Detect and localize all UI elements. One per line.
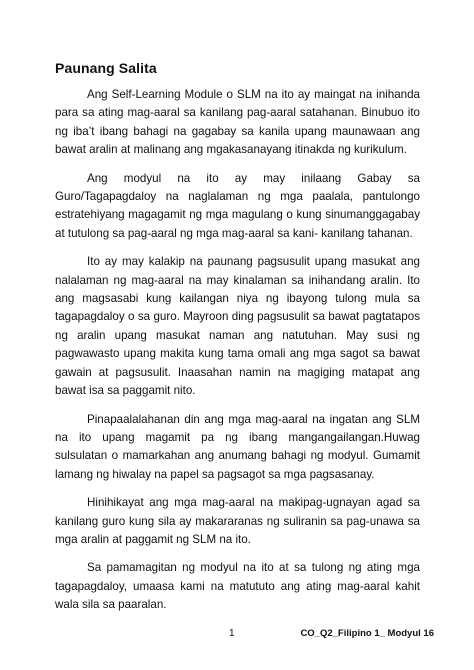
module-code: CO_Q2_Filipino 1_ Modyul 16	[300, 628, 434, 639]
paragraph: Sa pamamagitan ng modyul na ito at sa tulong ng ating mga tagapagdaloy, umaasa kami na matututo ang ating mag-aaral kahit wala sila sa paaralan.	[55, 561, 420, 612]
paragraph: Ang Self-Learning Module o SLM na ito ay maingat na inihanda para sa ating mag-aaral sa kanilang pag-aaral satahanan. Binubuo ito ng iba’t ibang bahagi na gagabay sa kanila upang maunawaan ang bawat aralin at malinang ang mgakasanayang itinakda ng kurikulum.	[55, 88, 420, 157]
paragraph: Ang modyul na ito ay may inilaang Gabay sa Guro/Tagapagdaloy na naglalaman ng mga paalala, pantulongo estratehiyang magagamit ng mga magulang o kung sinumanggagabay at tutulong sa pag-aaral ng mga mag-aaral sa kani- kanilang tahanan.	[55, 171, 420, 240]
page-number: 1	[229, 628, 235, 639]
paragraph: Pinapaalalahanan din ang mga mag-aaral na ingatan ang SLM na ito upang magamit pa ng ibang mangangailangan.Huwag sulsulatan o mamarkahan ang anumang bahagi ng modyul. Gumamit lamang ng hiwalay na papel sa pagsagot sa mga pagsasanay.	[55, 412, 420, 481]
document-body	[55, 86, 420, 625]
page-title: Paunang Salita	[55, 60, 157, 76]
paragraph: Ito ay may kalakip na paunang pagsusulit upang masukat ang nalalaman ng mag-aaral na may kinalaman sa inihandang aralin. Ito ang magsasabi kung kailangan niya ng ibayong tulong mula sa tagapagdaloy o sa guro. Mayroon ding pagsusulit sa bawat pagtatapos ng aralin upang masukat naman ang natutuhan. May susi ng pagwawasto upang makita kung tama omali ang mga sagot sa bawat gawain at pagsusulit. Inaasahan namin na magiging matapat ang bawat isa sa paggamit nito.	[55, 255, 420, 398]
paragraph: Hinihikayat ang mga mag-aaral na makipag-ugnayan agad sa kanilang guro kung sila ay makararanas ng suliranin sa pag-unawa sa mga aralin at paggamit ng SLM na ito.	[55, 496, 420, 546]
